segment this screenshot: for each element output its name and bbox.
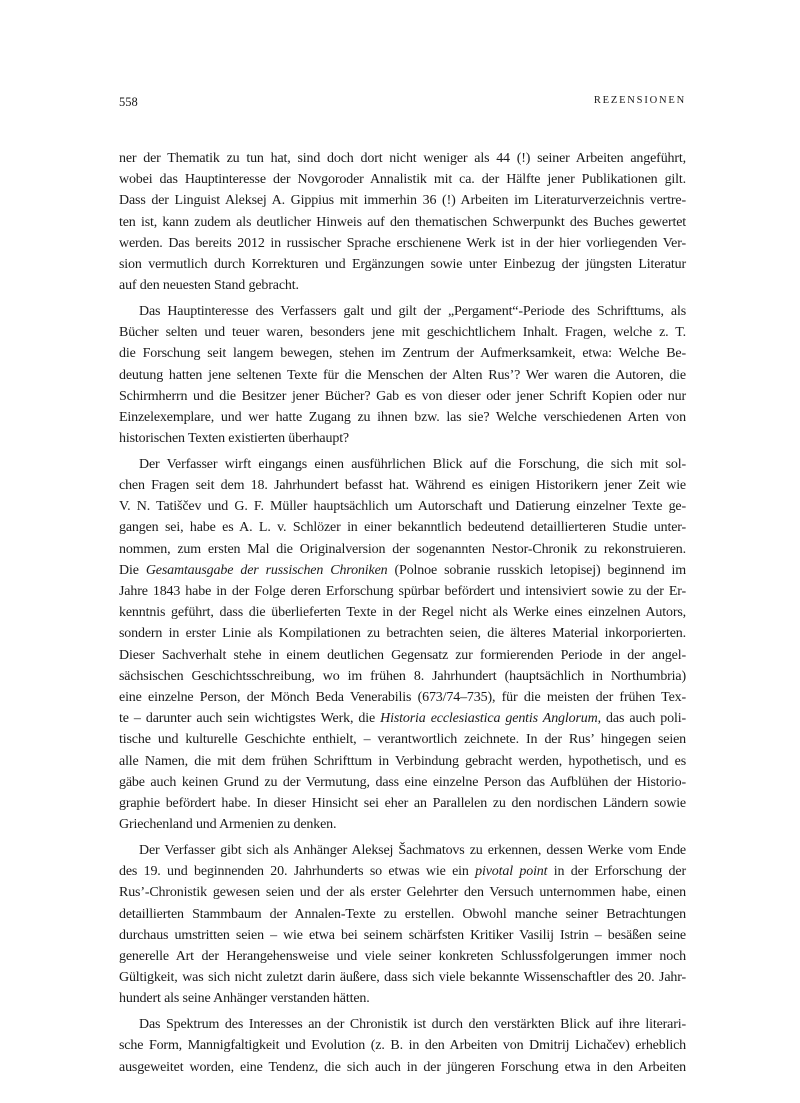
text-segment: die Forschung seit langem bewegen, stehen im Zentrum der Aufmerksamkeit, etwa: Welche Be- [119, 346, 686, 362]
text-line [119, 517, 686, 538]
text-line [119, 386, 686, 407]
text-segment: , das auch poli- [597, 711, 686, 727]
text-segment: kenntnis geführt, dass die überlieferten Texte in der Regel nicht als Werke eines einzelnen Autors, [119, 605, 686, 621]
text-line [119, 708, 686, 729]
text-line [119, 233, 686, 254]
text-segment: Dieser Sachverhalt stehe in einem deutlichen Gegensatz zur formierenden Periode in der angel- [119, 647, 686, 663]
text-segment: werden. Das bereits 2012 in russischer Sprache erschienene Werk ist in der hier vorliegenden Ver- [119, 235, 686, 251]
text-segment: Griechenland und Armenien zu denken. [119, 817, 337, 833]
text-line [119, 666, 686, 687]
text-line [119, 729, 686, 750]
text-segment: detaillierten Stammbaum der Annalen-Texte zu erstellen. Obwohl manche seiner Betrachtungen [119, 906, 686, 922]
text-segment: V. N. Tatiščev und G. F. Müller hauptsächlich um Autorschaft und Datierung einzelner Texte ge- [119, 499, 686, 515]
text-line [119, 814, 686, 835]
section-title: REZENSIONEN [593, 95, 686, 106]
text-line [119, 925, 686, 946]
text-line [119, 428, 686, 449]
text-segment: chen Fragen seit dem 18. Jahrhundert befasst hat. Während es einigen Historikern jener Zeit wie [119, 478, 686, 494]
text-segment: graphie befördert habe. In dieser Hinsicht sei eher an Parallelen zu den nordischen Ländern sowie [119, 796, 686, 812]
text-segment: sche Form, Mannigfaltigkeit und Evolution (z. B. in den Arbeiten von Dmitrij Lichačev) erheblich [119, 1038, 686, 1054]
text-line [119, 322, 686, 343]
text-segment: ausgeweitet worden, eine Tendenz, die sich auch in der jüngeren Forschung etwa in den Arbeiten [119, 1059, 686, 1075]
text-segment: ten ist, kann zudem als deutlicher Hinweis auf den thematischen Schwerpunkt des Buches gewertet [119, 214, 686, 230]
text-segment: Das Hauptinteresse des Verfassers galt und gilt der „Pergament“-Periode des Schrifttums, als [139, 303, 686, 319]
italic-title: Gesamtausgabe der russischen Chroniken [145, 562, 388, 578]
text-line [119, 190, 686, 211]
text-line [119, 967, 686, 988]
text-segment: historischen Texten existierten überhaupt? [119, 431, 349, 447]
text-segment: wobei das Hauptinteresse der Novgoroder Annalistik mit ca. der Hälfte jener Publikationen gilt. [119, 172, 686, 188]
body-text [119, 148, 686, 1078]
text-segment: Rus’-Chronistik gewesen seien und der als erster Gelehrter den Versuch unternommen habe, einen [119, 885, 686, 901]
text-line [119, 475, 686, 496]
text-segment: tische und kulturelle Geschichte enthielt, – verantwortlich zeichnete. In der Rus’ hingegen seien [119, 732, 686, 748]
text-line [119, 148, 686, 169]
text-line [119, 539, 686, 560]
text-segment: Bücher selten und teuer waren, besonders jene mit geschichtlichem Inhalt. Fragen, welche z. T. [119, 325, 686, 341]
text-segment: Schirmherrn und die Besitzer jener Bücher? Gab es von dieser oder jener Schrift Kopien oder nur [119, 388, 686, 404]
text-segment: te – darunter auch sein wichtigstes Werk, die [119, 711, 381, 727]
text-segment: nommen, zum ersten Mal die Originalversion der sogenannten Nestor-Chronik zu rekonstruieren. [119, 541, 686, 557]
text-segment: Dass der Linguist Aleksej A. Gippius mit immerhin 36 (!) Arbeiten im Literaturverzeichnis vertre- [119, 193, 686, 209]
text-line [119, 772, 686, 793]
text-line [119, 840, 686, 861]
text-segment: auf den neuesten Stand gebracht. [119, 278, 299, 294]
text-line [119, 793, 686, 814]
text-line [119, 751, 686, 772]
text-segment: Das Spektrum des Interesses an der Chronistik ist durch den verstärkten Blick auf ihre literari- [139, 1017, 686, 1033]
text-segment: Jahre 1843 habe in der Folge deren Erforschung spürbar befördert und intensiviert sowie zu der Er- [119, 584, 686, 600]
text-line [119, 602, 686, 623]
text-segment: gangen sei, habe es A. L. v. Schlözer in einer bekanntlich bedeutend detaillierteren Studie unter- [119, 520, 686, 536]
text-segment: gäbe auch keinen Grund zu der Vermutung, dass eine einzelne Person das Aufblühen der Historio- [119, 774, 686, 790]
italic-title: pivotal point [475, 864, 548, 880]
text-line [119, 882, 686, 903]
text-line [119, 1057, 686, 1078]
text-line [119, 343, 686, 364]
text-segment: sächsischen Geschichtsschreibung, wo im frühen 8. Jahrhundert (hauptsächlich in Northumbria) [119, 668, 686, 684]
italic-title: Historia ecclesiastica gentis Anglorum [380, 711, 598, 727]
text-line [119, 988, 686, 1009]
running-head [119, 95, 686, 111]
page-number: 558 [119, 95, 138, 109]
text-segment: Gültigkeit, was sich nicht zuletzt darin äußere, dass sich viele bekannte Wissenschaftler des 20. Jahr- [119, 970, 686, 986]
text-line [119, 454, 686, 475]
text-line [119, 1035, 686, 1056]
text-line [119, 861, 686, 882]
text-segment: eine einzelne Person, der Mönch Beda Venerabilis (673/74–735), für die meisten der frühen Tex- [119, 690, 686, 706]
text-segment: Die [119, 562, 146, 578]
text-line [119, 365, 686, 386]
text-segment: sondern in erster Linie als Kompilationen zu betrachten seien, die älteres Material inkorporierten. [119, 626, 686, 642]
text-segment: des 19. und beginnenden 20. Jahrhunderts so etwas wie ein [119, 864, 476, 880]
text-line [119, 1014, 686, 1035]
text-segment: Der Verfasser gibt sich als Anhänger Aleksej Šachmatovs zu erkennen, dessen Werke vom Ende [139, 843, 686, 858]
text-line [119, 275, 686, 296]
text-line [119, 946, 686, 967]
text-line [119, 560, 686, 581]
text-segment: ner der Thematik zu tun hat, sind doch dort nicht weniger als 44 (!) seiner Arbeiten angeführt, [119, 151, 686, 166]
text-line [119, 169, 686, 190]
text-line [119, 407, 686, 428]
text-line [119, 254, 686, 275]
text-segment: in der Erforschung der [547, 864, 686, 880]
text-segment: (Polnoe sobranie russkich letopisej) beginnend im [387, 562, 686, 578]
text-line [119, 904, 686, 925]
text-line [119, 687, 686, 708]
text-segment: deutung hatten jene seltenen Texte für die Menschen der Alten Rus’? Wer waren die Autoren, die [119, 367, 686, 383]
text-segment: generelle Art der Herangehensweise und viele seiner konkreten Schlussfolgerungen immer noch [119, 949, 686, 965]
text-segment: hundert als seine Anhänger verstanden hätten. [119, 991, 370, 1007]
text-segment: alle Namen, die mit dem frühen Schrifttum in Verbindung gebracht werden, hypothetisch, und es [119, 753, 686, 769]
text-line [119, 581, 686, 602]
text-segment: durchaus umstritten seien – wie etwa bei seinem schärfsten Kritiker Vasilij Istrin – besäßen seine [119, 927, 686, 943]
text-line [119, 496, 686, 517]
text-segment: sion vermutlich durch Korrekturen und Ergänzungen sowie unter Einbezug der jüngsten Literatur [119, 257, 686, 273]
text-line [119, 645, 686, 666]
text-line [119, 212, 686, 233]
text-line [119, 623, 686, 644]
text-segment: Einzelexemplare, und wer hatte Zugang zu ihnen bzw. las sie? Welche verschiedenen Arten von [119, 409, 686, 425]
text-line [119, 301, 686, 322]
text-segment: Der Verfasser wirft eingangs einen ausführlichen Blick auf die Forschung, die sich mit sol- [139, 456, 686, 472]
